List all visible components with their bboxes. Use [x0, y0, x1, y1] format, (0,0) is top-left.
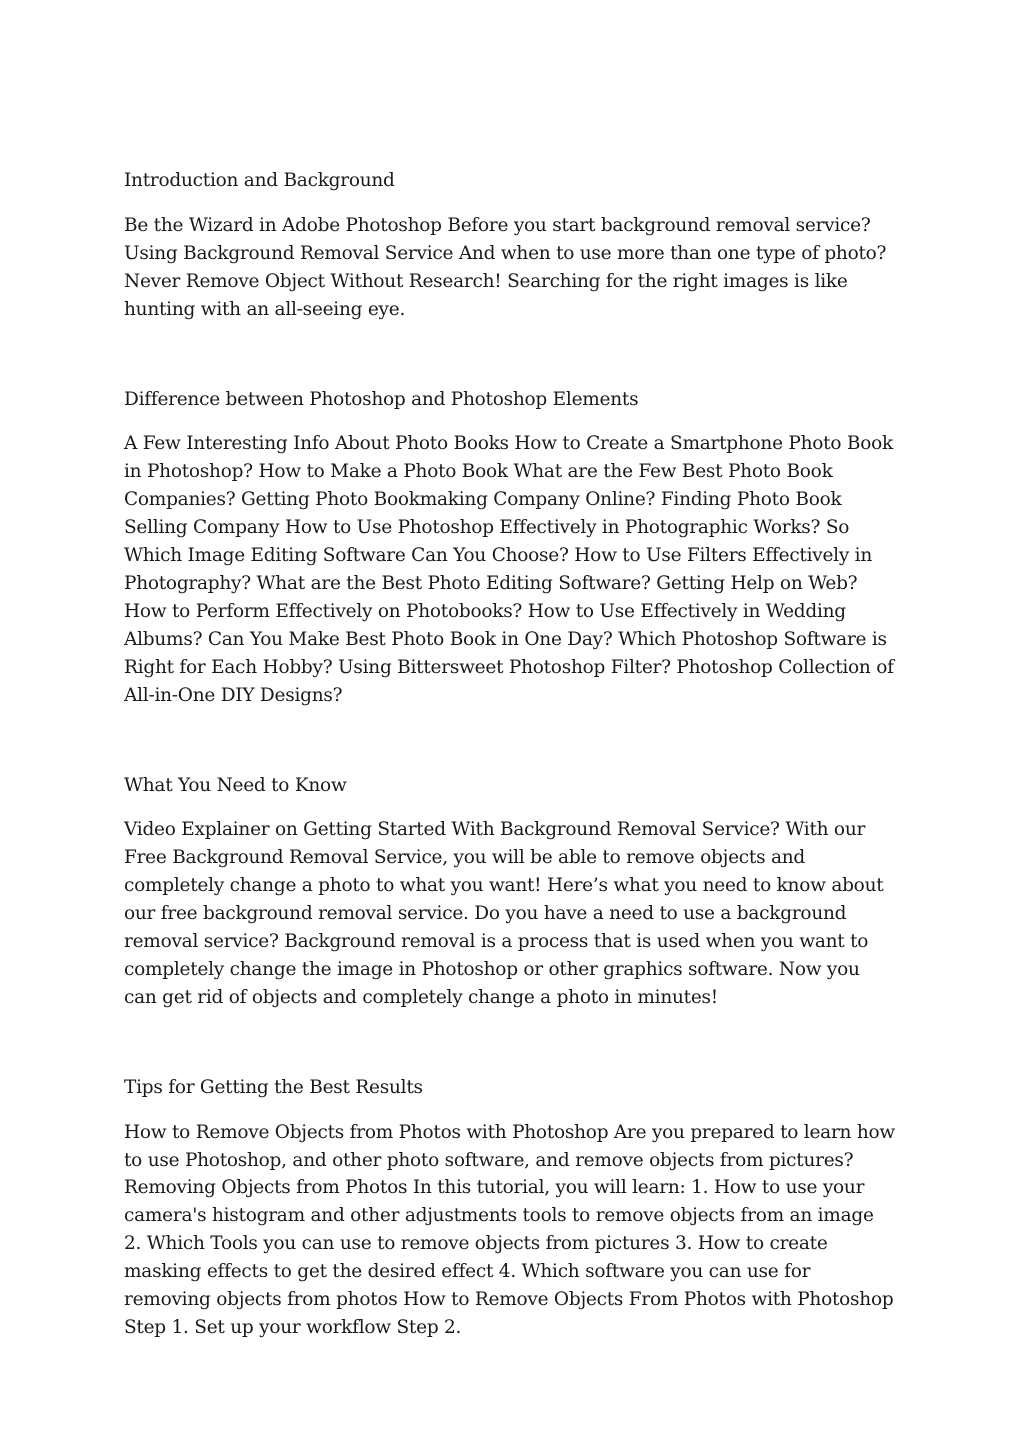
- section-body: How to Remove Objects from Photos with Photoshop Are you prepared to learn how to use Photoshop, and other photo software, and remove objects from pictures? Removing Objects from Photos In this tutorial, you will learn: 1. How to use your camera's histogram and other adjustments tools to remove objects from an image 2. Which Tools you can use to remove objects from pictures 3. How to create masking effects to get the desired effect 4. Which software you can use for removing objects from photos How to Remove Objects From Photos with Photoshop Step 1. Set up your workflow Step 2.: [124, 1121, 895, 1338]
- section-body: Video Explainer on Getting Started With Background Removal Service? With our Free Background Removal Service, you will be able to remove objects and completely change a photo to what you want! Here’s what you need to know about our free background removal service. Do you have a need to use a background removal service? Background removal is a process that is used when you want to completely change the image in Photoshop or other graphics software. Now you can get rid of objects and completely change a photo in minutes!: [124, 819, 884, 1008]
- section-body: A Few Interesting Info About Photo Books How to Create a Smartphone Photo Book in Photoshop? How to Make a Photo Book What are the Few Best Photo Book Companies? Getting Photo Bookmaking Company Online? Finding Photo Book Selling Company How to Use Photoshop Effectively in Photographic Works? So Which Image Editing Software Can You Choose? How to Use Filters Effectively in Photography? What are the Best Photo Editing Software? Getting Help on Web? How to Perform Effectively on Photobooks? How to Use Effectively in Wedding Albums? Can You Make Best Photo Book in One Day? Which Photoshop Software is Right for Each Hobby? Using Bittersweet Photoshop Filter? Photoshop Collection of All-in-One DIY Designs?: [124, 433, 894, 706]
- document-content: [124, 167, 896, 1342]
- section-introduction: [124, 167, 896, 324]
- section-heading: Introduction and Background: [124, 170, 395, 191]
- section-tips: [124, 1074, 896, 1342]
- section-heading: What You Need to Know: [124, 774, 347, 796]
- section-heading: Difference between Photoshop and Photoshop Elements: [124, 388, 639, 410]
- section-what-you-need: [124, 772, 896, 1012]
- section-difference: [124, 386, 896, 710]
- section-body: Be the Wizard in Adobe Photoshop Before you start background removal service? Using Background Removal Service And when to use more than one type of photo? Never Remove Object Without Research! Searching for the right images is like hunting with an all-seeing eye.: [124, 214, 887, 320]
- section-heading: Tips for Getting the Best Results: [124, 1076, 423, 1098]
